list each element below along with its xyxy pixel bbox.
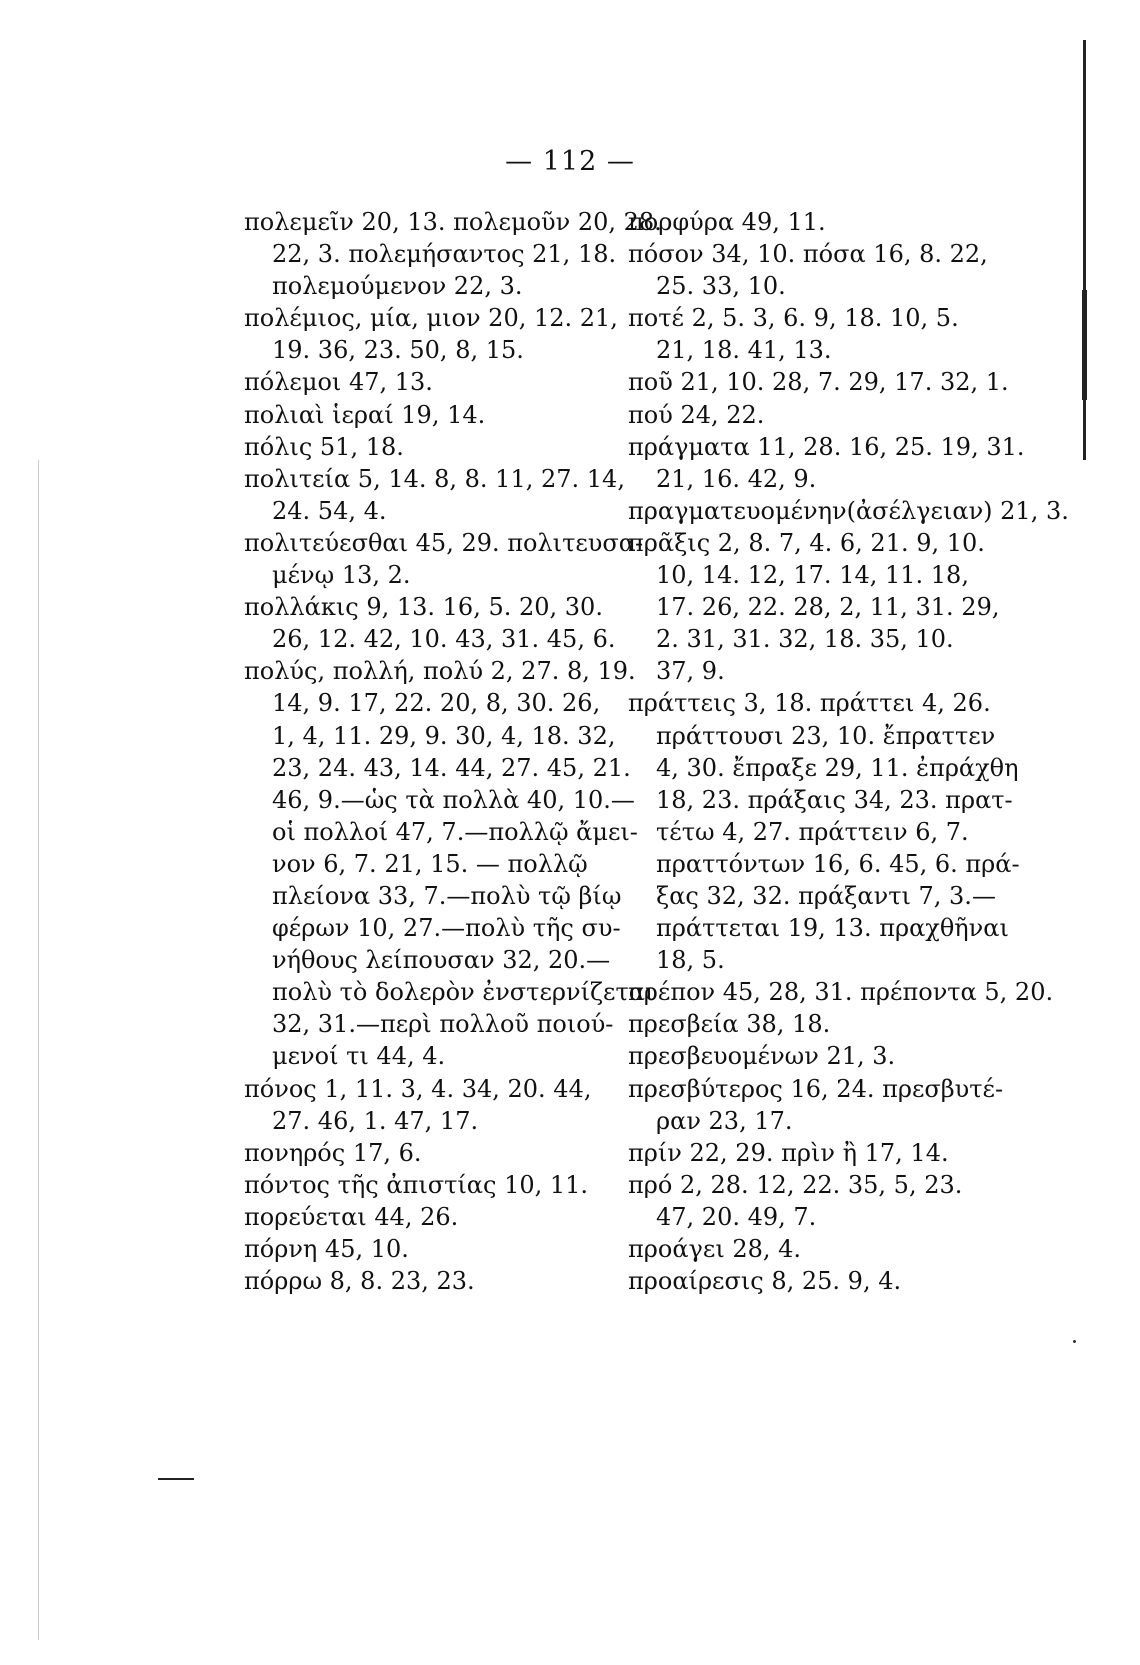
- index-entry-continuation: 37, 9.: [656, 657, 725, 686]
- index-entry: πραγματευομένην(ἀσέλγειαν) 21, 3.: [628, 496, 1069, 525]
- index-entry: πρεσβύτερος 16, 24. πρεσβυτέ-: [628, 1074, 1004, 1103]
- index-entry-continuation: 19. 36, 23. 50, 8, 15.: [272, 336, 524, 365]
- index-entry-continuation: 17. 26, 22. 28, 2, 11, 31. 29,: [656, 593, 1000, 622]
- index-entry: πορφύρα 49, 11.: [628, 208, 826, 236]
- index-entry: πρό 2, 28. 12, 22. 35, 5, 23.: [628, 1170, 963, 1199]
- index-entry-continuation: φέρων 10, 27.—πολὺ τῆς συ-: [272, 914, 621, 943]
- index-entry-continuation: ξας 32, 32. πράξαντι 7, 3.—: [656, 881, 996, 910]
- index-entry-continuation: 18, 23. πράξαις 34, 23. πρατ-: [656, 785, 1013, 814]
- index-entry: ποῦ 21, 10. 28, 7. 29, 17. 32, 1.: [628, 368, 1009, 397]
- index-entry: πολλάκις 9, 13. 16, 5. 20, 30.: [244, 593, 603, 622]
- index-entry-continuation: πράττουσι 23, 10. ἔπραττεν: [656, 721, 996, 750]
- index-entry-continuation: 24. 54, 4.: [272, 496, 387, 525]
- index-entry-continuation: 10, 14. 12, 17. 14, 11. 18,: [656, 561, 969, 590]
- index-entry-continuation: 21, 18. 41, 13.: [656, 336, 832, 365]
- index-entry-continuation: 32, 31.—περὶ πολλοῦ ποιού-: [272, 1010, 614, 1039]
- index-entry-continuation: νήθους λείπουσαν 32, 20.—: [272, 946, 611, 975]
- index-entry: πόλις 51, 18.: [244, 432, 404, 461]
- index-entry: πονηρός 17, 6.: [244, 1138, 422, 1167]
- index-entry: πόντος τῆς ἀπιστίας 10, 11.: [244, 1170, 589, 1199]
- scan-margin-line: [38, 460, 39, 1640]
- index-entry-continuation: πραττόντων 16, 6. 45, 6. πρά-: [656, 849, 1020, 878]
- index-entry-continuation: 21, 16. 42, 9.: [656, 464, 817, 493]
- index-entry: πρεσβευομένων 21, 3.: [628, 1042, 896, 1071]
- index-entry-continuation: 2. 31, 31. 32, 18. 35, 10.: [656, 625, 954, 654]
- index-entry-continuation: πολὺ τὸ δολερὸν ἐνστερνίζεται: [272, 978, 655, 1007]
- index-entry: πόλεμοι 47, 13.: [244, 368, 433, 397]
- index-entry-continuation: 1, 4, 11. 29, 9. 30, 4, 18. 32,: [272, 721, 616, 750]
- scan-dash-mark: [158, 1478, 194, 1480]
- index-entry: πόρρω 8, 8. 23, 23.: [244, 1267, 475, 1296]
- index-entry: πρίν 22, 29. πρὶν ἢ 17, 14.: [628, 1138, 949, 1167]
- index-entry-continuation: 47, 20. 49, 7.: [656, 1202, 817, 1231]
- index-entry: πού 24, 22.: [628, 400, 765, 429]
- index-entry: πορεύεται 44, 26.: [244, 1202, 459, 1231]
- index-entry-continuation: οἱ πολλοί 47, 7.—πολλῷ ἄμει-: [272, 817, 638, 846]
- scan-speck: [1073, 1340, 1076, 1343]
- index-entry: πολεμεῖν 20, 13. πολεμοῦν 20, 28.: [244, 208, 662, 236]
- index-entry-continuation: 22, 3. πολεμήσαντος 21, 18.: [272, 240, 617, 269]
- page-number: — 112 —: [505, 146, 635, 177]
- index-entry-continuation: πλείονα 33, 7.—πολὺ τῷ βίῳ: [272, 881, 622, 910]
- index-entry: πρᾶξις 2, 8. 7, 4. 6, 21. 9, 10.: [628, 528, 985, 557]
- index-entry: πρέπον 45, 28, 31. πρέποντα 5, 20.: [628, 978, 1054, 1007]
- index-entry: πράγματα 11, 28. 16, 25. 19, 31.: [628, 432, 1025, 461]
- index-entry: ποτέ 2, 5. 3, 6. 9, 18. 10, 5.: [628, 304, 959, 333]
- index-entry-continuation: πράττεται 19, 13. πραχθῆναι: [656, 914, 1009, 943]
- index-entry-continuation: πολεμούμενον 22, 3.: [272, 272, 523, 301]
- index-entry-continuation: νον 6, 7. 21, 15. — πολλῷ: [272, 849, 588, 878]
- index-entry: προάγει 28, 4.: [628, 1235, 802, 1263]
- index-entry: πολιτεύεσθαι 45, 29. πολιτευσα-: [244, 528, 644, 557]
- index-entry: πόνος 1, 11. 3, 4. 34, 20. 44,: [244, 1074, 592, 1103]
- index-entry: πολιτεία 5, 14. 8, 8. 11, 27. 14,: [244, 464, 625, 493]
- index-entry-continuation: 14, 9. 17, 22. 20, 8, 30. 26,: [272, 689, 601, 718]
- index-entry: προαίρεσις 8, 25. 9, 4.: [628, 1267, 902, 1296]
- index-column-right: [628, 206, 1069, 1297]
- index-entry-continuation: 25. 33, 10.: [656, 272, 786, 301]
- index-entry-continuation: τέτω 4, 27. πράττειν 6, 7.: [656, 817, 969, 846]
- index-entry-continuation: 23, 24. 43, 14. 44, 27. 45, 21.: [272, 753, 631, 782]
- index-entry: πράττεις 3, 18. πράττει 4, 26.: [628, 689, 991, 718]
- index-entry-continuation: μένῳ 13, 2.: [272, 561, 411, 590]
- index-entry-continuation: ραν 23, 17.: [656, 1106, 793, 1135]
- index-entry-continuation: 18, 5.: [656, 946, 725, 975]
- scan-edge-mark: [1082, 290, 1087, 400]
- index-entry-continuation: 26, 12. 42, 10. 43, 31. 45, 6.: [272, 625, 616, 654]
- index-entry-continuation: μενοί τι 44, 4.: [272, 1042, 446, 1071]
- index-entry: πόσον 34, 10. πόσα 16, 8. 22,: [628, 240, 988, 269]
- index-entry: πρεσβεία 38, 18.: [628, 1010, 831, 1039]
- index-entry: πόρνη 45, 10.: [244, 1235, 409, 1263]
- index-entry-continuation: 27. 46, 1. 47, 17.: [272, 1106, 479, 1135]
- index-column-left: [244, 206, 662, 1297]
- index-entry-continuation: 4, 30. ἔπραξε 29, 11. ἐπράχθη: [656, 753, 1019, 782]
- index-entry-continuation: 46, 9.—ὡς τὰ πολλὰ 40, 10.—: [272, 785, 635, 814]
- index-entry: πολέμιος, μία, μιον 20, 12. 21,: [244, 304, 618, 333]
- index-entry: πολύς, πολλή, πολύ 2, 27. 8, 19.: [244, 657, 636, 686]
- index-entry: πολιαὶ ἱεραί 19, 14.: [244, 400, 486, 429]
